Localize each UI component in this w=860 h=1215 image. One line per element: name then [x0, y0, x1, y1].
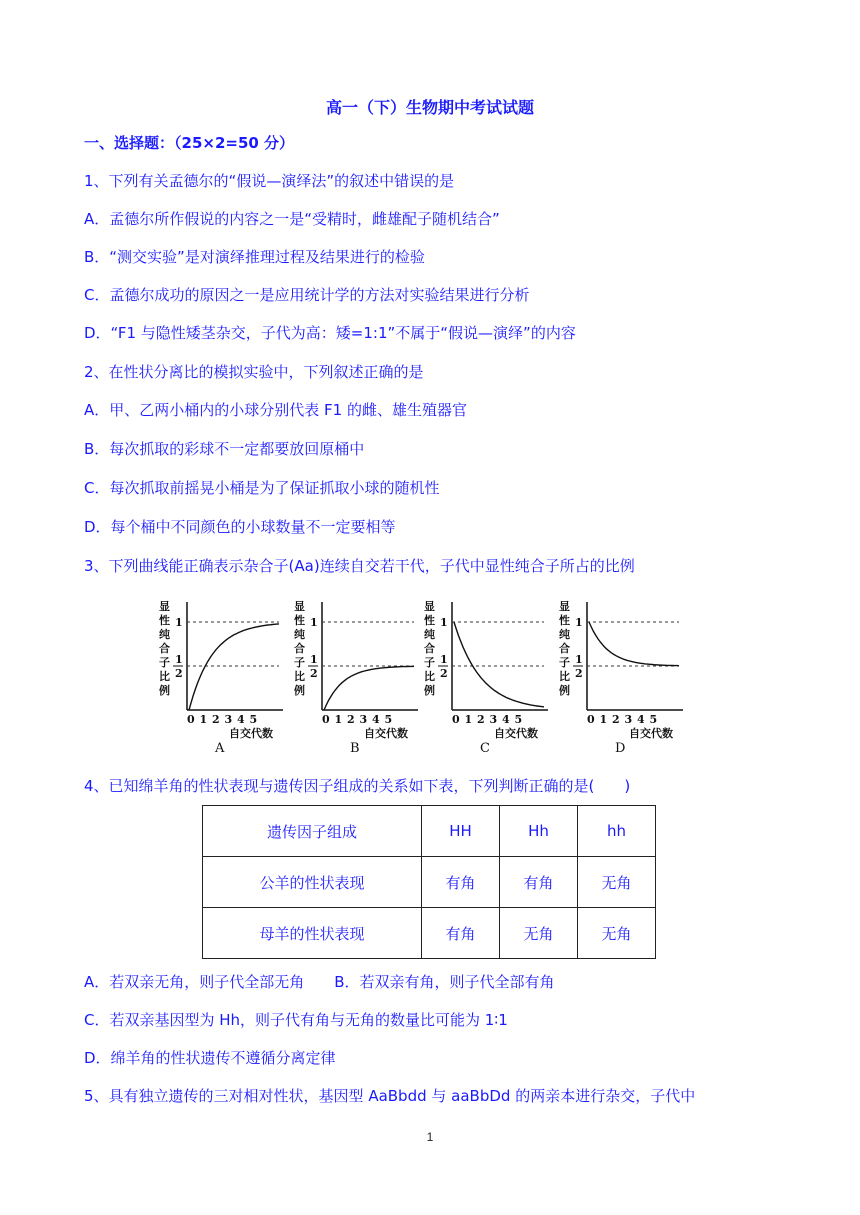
- q3-stem: 3、下列曲线能正确表示杂合子(Aa)连续自交若干代，子代中显性纯合子所占的比例: [84, 557, 635, 575]
- y-tick-label: 2: [440, 667, 448, 680]
- y-axis-label-char: 例: [294, 684, 305, 697]
- x-axis-label: 自交代数: [364, 727, 408, 740]
- table-cell: 无角: [578, 908, 656, 959]
- q1-stem: 1、下列有关孟德尔的“假说—演绎法”的叙述中错误的是: [84, 172, 455, 190]
- y-axis-label-char: 性: [294, 614, 305, 627]
- y-axis-label-char: 例: [159, 684, 170, 697]
- x-tick-label: 4: [237, 713, 245, 726]
- table-row: [203, 908, 656, 959]
- x-tick-label: 1: [334, 713, 343, 726]
- y-axis-label-char: 子: [559, 656, 570, 669]
- q4-option-d: D．绵羊角的性状遗传不遵循分离定律: [84, 1049, 336, 1067]
- table-cell: 无角: [500, 908, 578, 959]
- q2-option-a: A．甲、乙两小桶内的小球分别代表 F1 的雌、雄生殖器官: [84, 401, 467, 419]
- q4-option-c: C．若双亲基因型为 Hh，则子代有角与无角的数量比可能为 1∶1: [84, 1011, 508, 1029]
- y-tick-label: 1: [310, 653, 318, 666]
- y-axis-label-char: 纯: [159, 628, 170, 641]
- chart-d-svg: [555, 590, 685, 760]
- table-cell: 有角: [500, 857, 578, 908]
- chart-a-svg: [155, 590, 285, 760]
- y-tick-label: 1: [575, 616, 583, 629]
- y-axis-label-char: 显: [159, 600, 170, 613]
- chart-letter-label: C: [480, 741, 490, 756]
- x-tick-label: 2: [612, 713, 620, 726]
- y-axis-label-char: 例: [559, 684, 570, 697]
- chart-b-svg: [290, 590, 420, 760]
- table-cell: hh: [578, 806, 656, 857]
- x-tick-label: 5: [384, 713, 393, 726]
- x-tick-label: 2: [477, 713, 485, 726]
- q2-stem: 2、在性状分离比的模拟实验中，下列叙述正确的是: [84, 363, 424, 381]
- y-axis-label-char: 性: [559, 614, 570, 627]
- y-tick-label: 1: [440, 653, 448, 666]
- series-line: [189, 624, 279, 710]
- x-tick-label: 4: [372, 713, 380, 726]
- y-tick-label: 1: [310, 616, 318, 629]
- y-tick-label: 1: [440, 616, 448, 629]
- x-tick-label: 3: [224, 713, 233, 726]
- q4-options-ab: A．若双亲无角，则子代全部无角 B．若双亲有角，则子代全部有角: [84, 973, 555, 991]
- table-cell: 遗传因子组成: [203, 806, 422, 857]
- x-axis-label: 自交代数: [229, 727, 273, 740]
- table-cell: 母羊的性状表现: [203, 908, 422, 959]
- x-tick-label: 2: [212, 713, 220, 726]
- y-axis-label-char: 例: [424, 684, 435, 697]
- table-cell: 无角: [578, 857, 656, 908]
- y-tick-label: 1: [175, 653, 183, 666]
- q4-stem: 4、已知绵羊角的性状表现与遗传因子组成的关系如下表，下列判断正确的是( ): [84, 777, 631, 795]
- y-axis-label-char: 子: [294, 656, 305, 669]
- q5-stem: 5、具有独立遗传的三对相对性状，基因型 AaBbdd 与 aaBbDd 的两亲本进行杂交，子代中: [84, 1087, 696, 1105]
- x-tick-label: 0: [587, 713, 595, 726]
- y-axis-label-char: 纯: [294, 628, 305, 641]
- table-cell: 有角: [422, 857, 500, 908]
- series-line: [454, 622, 544, 707]
- y-axis-label-char: 性: [159, 614, 170, 627]
- x-tick-label: 0: [187, 713, 195, 726]
- y-axis-label-char: 显: [559, 600, 570, 613]
- y-axis-label-char: 子: [424, 656, 435, 669]
- x-tick-label: 5: [249, 713, 258, 726]
- y-tick-label: 1: [175, 616, 183, 629]
- y-axis-label-char: 比: [294, 670, 305, 683]
- chart-d: [555, 590, 685, 760]
- y-axis-label-char: 比: [159, 670, 170, 683]
- q1-option-d: D．“F1 与隐性矮茎杂交，子代为高：矮=1:1”不属于“假说—演绎”的内容: [84, 324, 576, 342]
- x-tick-label: 5: [649, 713, 658, 726]
- chart-letter-label: A: [215, 741, 225, 756]
- table-cell: HH: [422, 806, 500, 857]
- chart-a: [155, 590, 285, 760]
- q2-option-d: D．每个桶中不同颜色的小球数量不一定要相等: [84, 518, 396, 536]
- y-axis-label-char: 性: [424, 614, 435, 627]
- x-tick-label: 1: [464, 713, 473, 726]
- x-tick-label: 4: [637, 713, 645, 726]
- x-tick-label: 3: [359, 713, 368, 726]
- y-axis-label-char: 显: [294, 600, 305, 613]
- table-header-row: [203, 806, 656, 857]
- q1-option-c: C．孟德尔成功的原因之一是应用统计学的方法对实验结果进行分析: [84, 286, 530, 304]
- chart-c-svg: [420, 590, 550, 760]
- y-axis-label-char: 合: [159, 642, 170, 655]
- x-axis-label: 自交代数: [494, 727, 538, 740]
- table-cell: 公羊的性状表现: [203, 857, 422, 908]
- x-tick-label: 4: [502, 713, 510, 726]
- chart-letter-label: B: [350, 741, 360, 756]
- x-tick-label: 3: [489, 713, 498, 726]
- q3-chart-group: [150, 590, 695, 760]
- x-tick-label: 2: [347, 713, 355, 726]
- chart-b: [290, 590, 420, 760]
- y-tick-label: 2: [310, 667, 318, 680]
- table-cell: Hh: [500, 806, 578, 857]
- y-tick-label: 2: [175, 667, 183, 680]
- series-line: [589, 622, 679, 666]
- x-tick-label: 0: [322, 713, 330, 726]
- y-axis-label-char: 合: [294, 642, 305, 655]
- series-line: [324, 666, 414, 710]
- x-axis-label: 自交代数: [629, 727, 673, 740]
- y-axis-label-char: 合: [559, 642, 570, 655]
- section-heading: 一、选择题：（25×2=50 分）: [84, 134, 295, 152]
- chart-c: [420, 590, 550, 760]
- y-axis-label-char: 显: [424, 600, 435, 613]
- q1-option-a: A．孟德尔所作假说的内容之一是“受精时，雌雄配子随机结合”: [84, 210, 500, 228]
- x-tick-label: 5: [514, 713, 523, 726]
- x-tick-label: 0: [452, 713, 460, 726]
- q1-option-b: B．“测交实验”是对演绎推理过程及结果进行的检验: [84, 248, 425, 266]
- y-tick-label: 2: [575, 667, 583, 680]
- page-title: 高一（下）生物期中考试试题: [325, 98, 534, 117]
- y-axis-label-char: 合: [424, 642, 435, 655]
- x-tick-label: 1: [599, 713, 608, 726]
- y-axis-label-char: 比: [559, 670, 570, 683]
- table-row: [203, 857, 656, 908]
- x-tick-label: 1: [199, 713, 208, 726]
- q4-table: [202, 805, 656, 959]
- q2-option-b: B．每次抓取的彩球不一定都要放回原桶中: [84, 440, 365, 458]
- page-number: 1: [426, 1130, 434, 1144]
- x-tick-label: 3: [624, 713, 633, 726]
- y-axis-label-char: 纯: [424, 628, 435, 641]
- chart-letter-label: D: [615, 741, 626, 756]
- y-tick-label: 1: [575, 653, 583, 666]
- y-axis-label-char: 比: [424, 670, 435, 683]
- q2-option-c: C．每次抓取前摇晃小桶是为了保证抓取小球的随机性: [84, 479, 440, 497]
- table-cell: 有角: [422, 908, 500, 959]
- y-axis-label-char: 子: [159, 656, 170, 669]
- y-axis-label-char: 纯: [559, 628, 570, 641]
